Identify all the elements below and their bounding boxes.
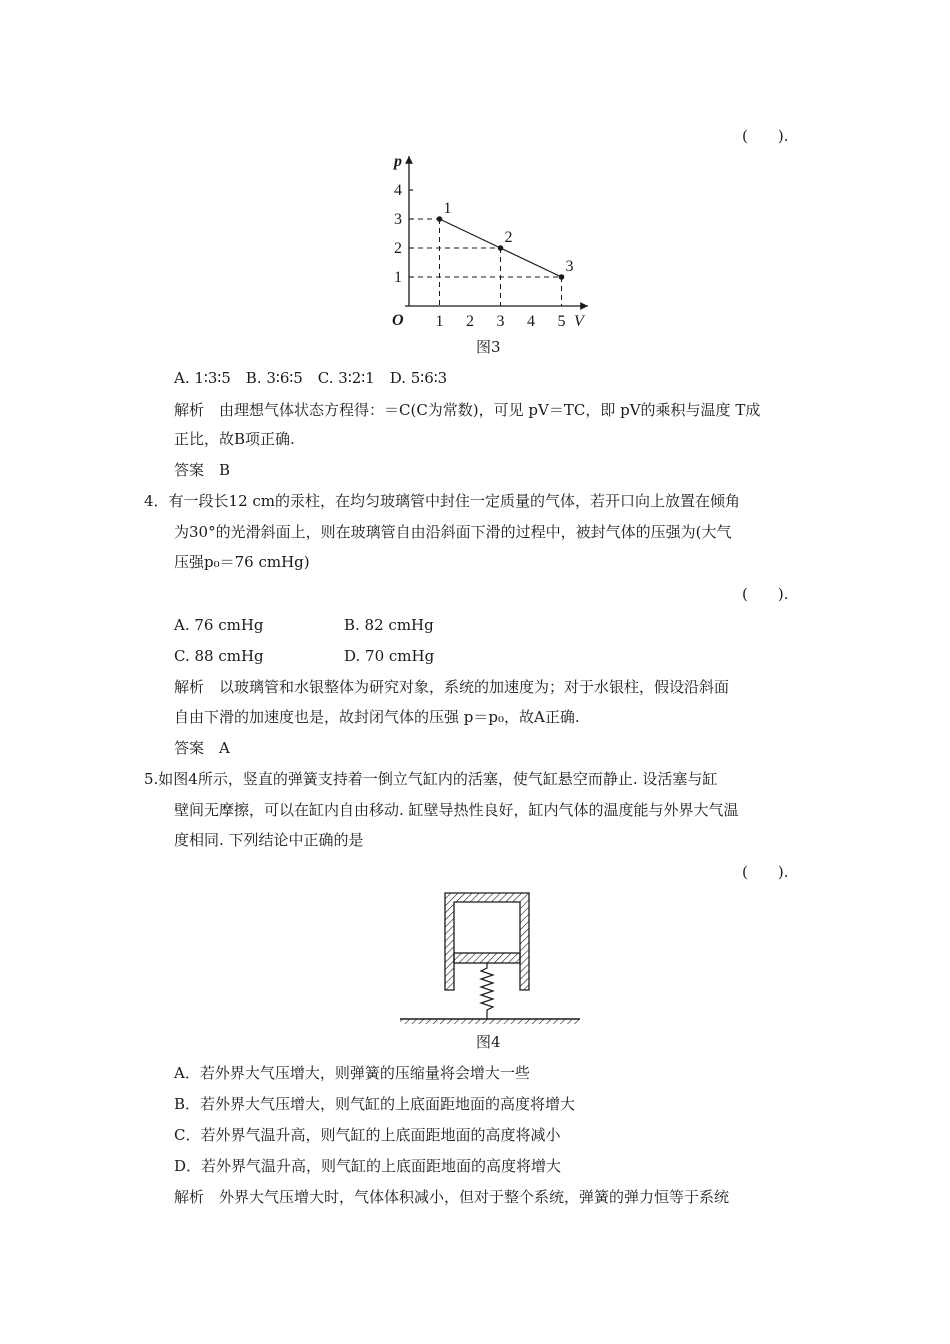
x-tick-label: 2 <box>466 313 474 330</box>
x-tick-label: 4 <box>527 313 535 330</box>
state-point <box>498 245 504 251</box>
answer-bracket: ( ). <box>742 585 789 603</box>
q3-options: A. 1∶3∶5 B. 3∶6∶5 C. 3∶2∶1 D. 5∶6∶3 <box>174 369 448 387</box>
fig3-caption: 图3 <box>476 338 501 356</box>
q5-option-a: A．若外界大气压增大，则弹簧的压缩量将会增大一些 <box>174 1064 530 1082</box>
q3-analysis-line1: 解析 由理想气体状态方程得：＝C(C为常数)，可见 pV＝TC，即 pV的乘积与温度 T成 <box>174 401 761 419</box>
state-point-label: 3 <box>565 258 574 275</box>
state-point <box>437 216 443 222</box>
answer-bracket: ( ). <box>742 127 789 145</box>
cylinder-wall <box>445 893 529 990</box>
q4-stem-line3: 压强p₀＝76 cmHg) <box>174 553 310 571</box>
q4-option-c: C. 88 cmHg <box>174 647 264 665</box>
q4-stem-line2: 为30°的光滑斜面上，则在玻璃管自由沿斜面下滑的过程中，被封气体的压强为(大气 <box>174 523 732 541</box>
q5-stem-line3: 度相同. 下列结论中正确的是 <box>174 831 364 849</box>
q5-option-b: B．若外界大气压增大，则气缸的上底面距地面的高度将增大 <box>174 1095 576 1113</box>
y-tick-label: 4 <box>394 182 402 199</box>
y-axis-label: p <box>394 153 402 170</box>
q4-analysis-line2: 自由下滑的加速度也是，故封闭气体的压强 p＝p₀，故A正确. <box>174 708 580 726</box>
origin-label: O <box>392 312 404 329</box>
q4-answer: 答案 A <box>174 739 230 757</box>
x-axis-label: V <box>574 313 584 330</box>
q5-stem-line1: 5.如图4所示，竖直的弹簧支持着一倒立气缸内的活塞，使气缸悬空而静止. 设活塞与缸 <box>144 770 718 788</box>
ground-hatch <box>400 1019 580 1024</box>
q5-option-d: D．若外界气温升高，则气缸的上底面距地面的高度将增大 <box>174 1157 562 1175</box>
piston <box>454 953 520 963</box>
pv-graph <box>388 150 588 350</box>
q5-option-c: C．若外界气温升高，则气缸的上底面距地面的高度将减小 <box>174 1126 561 1144</box>
y-tick-label: 3 <box>394 211 402 228</box>
x-tick-label: 1 <box>435 313 444 330</box>
state-point-label: 2 <box>504 229 513 246</box>
answer-bracket: ( ). <box>742 863 789 881</box>
q4-option-d: D. 70 cmHg <box>344 647 435 665</box>
x-tick-label: 5 <box>557 313 566 330</box>
q4-option-a: A. 76 cmHg <box>174 616 264 634</box>
cylinder-figure <box>395 888 585 1028</box>
state-point-label: 1 <box>443 200 452 217</box>
spring <box>481 963 493 1019</box>
q4-option-b: B. 82 cmHg <box>344 616 434 634</box>
q3-answer: 答案 B <box>174 461 231 479</box>
q5-stem-line2: 壁间无摩擦，可以在缸内自由移动. 缸壁导热性良好，缸内气体的温度能与外界大气温 <box>174 801 739 819</box>
y-tick-label: 2 <box>394 240 402 257</box>
y-tick-label: 1 <box>394 269 402 286</box>
x-tick-label: 3 <box>496 313 505 330</box>
fig4-caption: 图4 <box>476 1033 501 1051</box>
q4-stem-line1: 4．有一段长12 cm的汞柱，在均匀玻璃管中封住一定质量的气体，若开口向上放置在倾角 <box>144 492 741 510</box>
q4-analysis-line1: 解析 以玻璃管和水银整体为研究对象，系统的加速度为；对于水银柱，假设沿斜面 <box>174 678 730 696</box>
state-point <box>559 274 565 280</box>
q3-analysis-line2: 正比，故B项正确. <box>174 430 295 448</box>
q5-analysis-line1: 解析 外界大气压增大时，气体体积减小，但对于整个系统，弹簧的弹力恒等于系统 <box>174 1188 730 1206</box>
